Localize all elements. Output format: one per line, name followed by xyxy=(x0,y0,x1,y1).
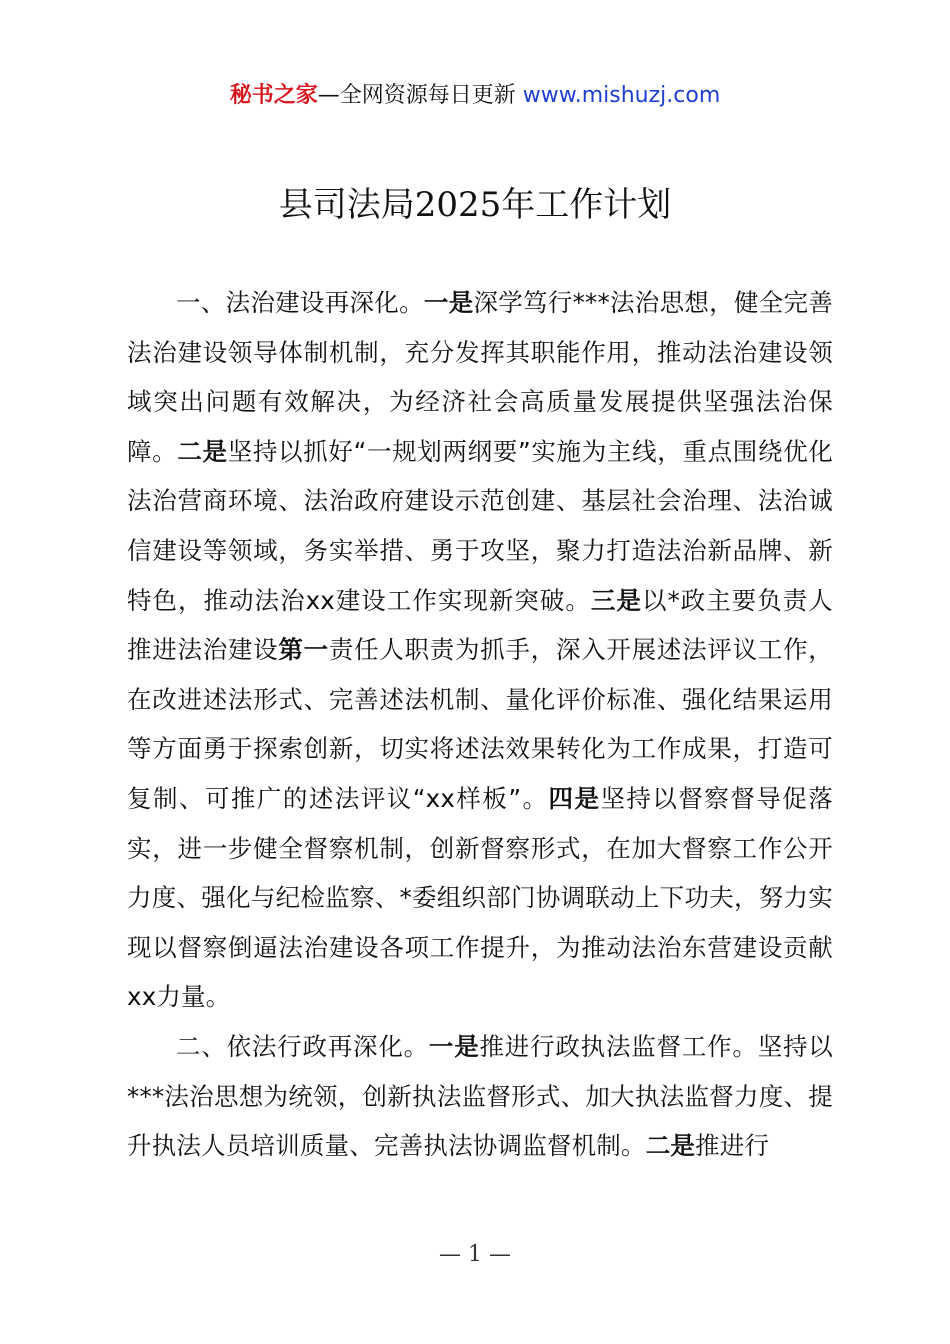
page-number: — 1 — xyxy=(439,1242,511,1267)
paragraph-text: 坚持以抓好“一规划两纲要”实施为主线，重点围绕优化法治营商环境、法治政府建设示范创建、基层社会治理、法治诚信建设等领域，务实举措、勇于攻坚，聚力打造法治新品牌、新特色，推动法治xx建设工作实现新突破。 xyxy=(127,436,833,615)
lead-phrase: 四是 xyxy=(548,783,601,813)
lead-phrase: 二是 xyxy=(645,1131,696,1161)
section-paragraph xyxy=(127,1022,833,1171)
lead-phrase: 第一 xyxy=(278,635,329,665)
lead-phrase: 二是 xyxy=(177,436,228,466)
lead-phrase: 一是 xyxy=(423,288,474,317)
paragraph-text: 以*政主要负责人推进法治建设 xyxy=(127,585,833,665)
paragraph-text: 推进行 xyxy=(695,1131,770,1161)
section-paragraph xyxy=(127,278,833,1022)
banner-tagline: —全网资源每日更新 xyxy=(317,83,523,108)
paragraph-text: 深学笃行***法治思想，健全完善法治建设领导体制机制，充分发挥其职能作用，推动法治建设领域突出问题有效解决，为经济社会高质量发展提供坚强法治保障。 xyxy=(127,288,833,466)
section-heading: 二、依法行政再深化。 xyxy=(176,1031,429,1061)
document-body xyxy=(127,278,833,1171)
lead-phrase: 三是 xyxy=(590,585,642,615)
section-heading: 一、法治建设再深化。 xyxy=(176,288,424,317)
paragraph-text: 坚持以督察督导促落实，进一步健全督察机制，创新督察形式，在加大督察工作公开力度、强化与纪检监察、*委组织部门协调联动上下功夫，努力实现以督察倒逼法治建设各项工作提升，为推动法治东营建设贡献xx力量。 xyxy=(127,783,833,1012)
site-banner xyxy=(0,80,950,112)
paragraph-text: 推进行政执法监督工作。坚持以***法治思想为统领，创新执法监督形式、加大执法监督力度、提升执法人员培训质量、完善执法协调监督机制。 xyxy=(127,1031,834,1161)
lead-phrase: 一是 xyxy=(428,1031,480,1061)
banner-brand: 秘书之家 xyxy=(229,83,318,108)
document-title: 县司法局2025年工作计划 xyxy=(278,185,672,225)
banner-url-link[interactable]: www.mishuzj.com xyxy=(522,83,721,108)
paragraph-text: 责任人职责为抓手，深入开展述法评议工作，在改进述法形式、完善述法机制、量化评价标准、强化结果运用等方面勇于探索创新，切实将述法效果转化为工作成果，打造可复制、可推广的述法评议“xx样板”。 xyxy=(127,635,833,813)
